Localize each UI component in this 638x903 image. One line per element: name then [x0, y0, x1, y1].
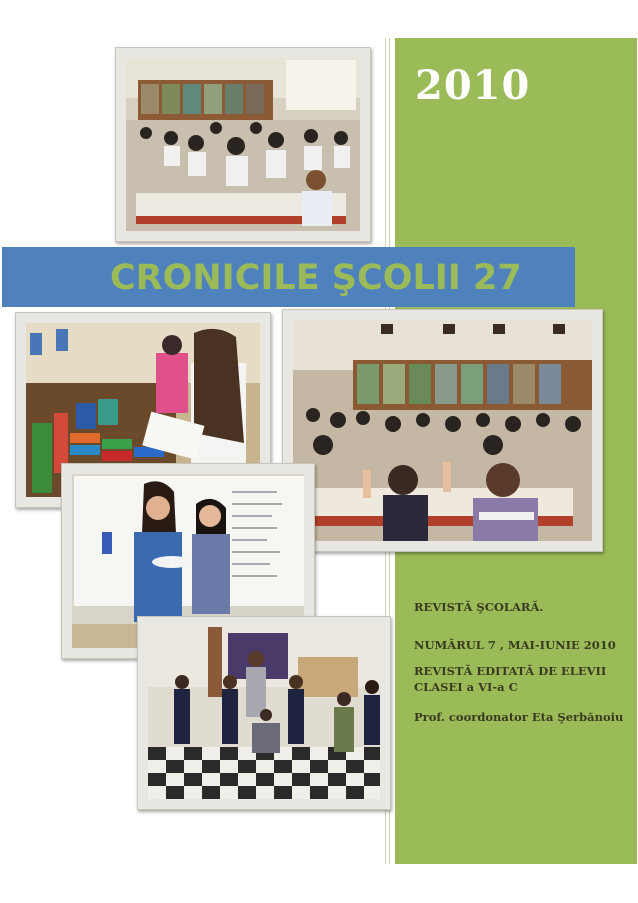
edited-by: REVISTĂ EDITATĂ DE ELEVII CLASEI a VI-a C — [414, 664, 607, 694]
coordinator: Prof. coordonator Eta Şerbănoiu — [414, 710, 624, 724]
magazine-type: REVISTĂ ŞCOLARĂ. — [414, 600, 544, 614]
students-raising-hands-photo — [282, 309, 603, 552]
cover-year: 2010 — [415, 62, 531, 109]
issue-number: NUMĂRUL 7 , MAI-IUNIE 2010 — [414, 638, 616, 652]
classroom-students-photo — [115, 47, 371, 242]
magazine-title: CRONICILE ŞCOLII 27 — [110, 258, 522, 298]
school-performance-photo — [137, 616, 391, 810]
